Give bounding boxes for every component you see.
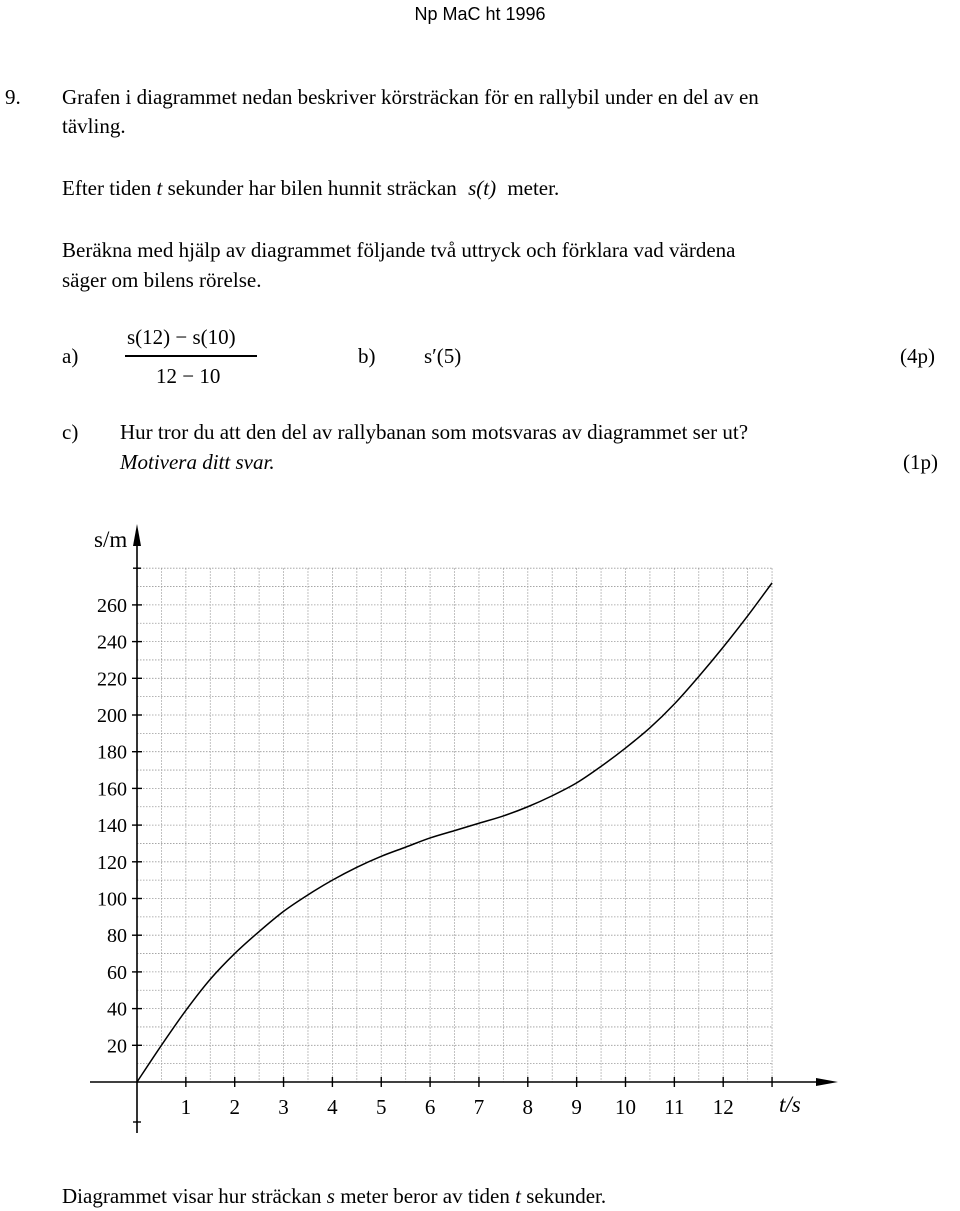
chart-ticks — [94, 527, 801, 1119]
s-of-t: s(t) — [468, 176, 497, 200]
y-tick-label: 120 — [97, 851, 127, 874]
chart-caption — [62, 1184, 606, 1209]
x-tick-label: 5 — [376, 1095, 387, 1119]
y-tick-label: 140 — [97, 815, 127, 838]
part-c-question: Hur tror du att den del av rallybanan som motsvaras av diagrammet ser ut? — [120, 420, 749, 444]
caption-s: s — [326, 1184, 335, 1208]
y-tick-label: 240 — [97, 631, 127, 654]
caption-pre: Diagrammet visar hur sträckan — [62, 1184, 322, 1208]
task-line-1: Beräkna med hjälp av diagrammet följande två uttryck och förklara vad värdena — [62, 238, 736, 262]
x-tick-label: 3 — [278, 1095, 289, 1119]
chart-grid — [137, 568, 772, 1082]
time-variable: t — [156, 176, 163, 200]
time-sentence-post: meter. — [507, 176, 560, 200]
task-line-2: säger om bilens rörelse. — [62, 268, 262, 292]
part-c-label: c) — [62, 420, 79, 444]
x-tick-label: 9 — [571, 1095, 582, 1119]
x-tick-label: 12 — [712, 1095, 734, 1119]
x-tick-label: 6 — [424, 1095, 436, 1119]
x-tick-label: 2 — [229, 1095, 240, 1119]
part-b-label: b) — [358, 344, 376, 368]
caption-mid: meter beror av tiden — [340, 1184, 510, 1208]
y-axis-label: s/m — [94, 527, 128, 552]
y-tick-label: 180 — [97, 741, 127, 764]
part-a-denominator: 12 − 10 — [156, 364, 221, 388]
x-axis-arrow — [816, 1078, 838, 1086]
time-sentence-mid: sekunder har bilen hunnit sträckan — [167, 176, 457, 200]
part-c-motivate: Motivera ditt svar. — [120, 450, 275, 474]
x-tick-label: 7 — [473, 1095, 485, 1119]
y-tick-label: 80 — [107, 925, 127, 948]
problem-number: 9. — [5, 85, 21, 109]
y-tick-label: 100 — [97, 888, 127, 911]
points-c: (1p) — [903, 450, 938, 474]
x-tick-label: 10 — [615, 1095, 636, 1119]
x-tick-label: 4 — [327, 1095, 338, 1119]
y-tick-label: 160 — [97, 778, 127, 801]
caption-post: sekunder. — [526, 1184, 607, 1208]
y-tick-label: 260 — [97, 594, 127, 617]
part-a-label: a) — [62, 344, 79, 368]
part-a-numerator: s(12) − s(10) — [127, 325, 236, 349]
page-header: Np MaC ht 1996 — [414, 4, 546, 24]
part-b-expression: s′(5) — [424, 344, 462, 368]
intro-line-2: tävling. — [62, 114, 126, 138]
time-sentence-pre: Efter tiden — [62, 176, 152, 200]
y-tick-label: 200 — [97, 705, 127, 727]
x-tick-label: 1 — [180, 1095, 192, 1119]
y-tick-label: 20 — [107, 1035, 127, 1058]
y-tick-label: 220 — [97, 668, 127, 691]
y-tick-label: 60 — [107, 961, 127, 984]
caption-t: t — [515, 1184, 521, 1208]
x-tick-label: 11 — [664, 1095, 685, 1119]
intro-line-1: Grafen i diagrammet nedan beskriver körsträckan för en rallybil under en del av en — [62, 85, 759, 109]
y-axis-arrow — [133, 524, 141, 546]
points-ab: (4p) — [900, 344, 935, 368]
x-tick-label: 8 — [522, 1095, 534, 1119]
x-axis-label: t/s — [779, 1092, 801, 1117]
y-tick-label: 40 — [107, 998, 127, 1021]
